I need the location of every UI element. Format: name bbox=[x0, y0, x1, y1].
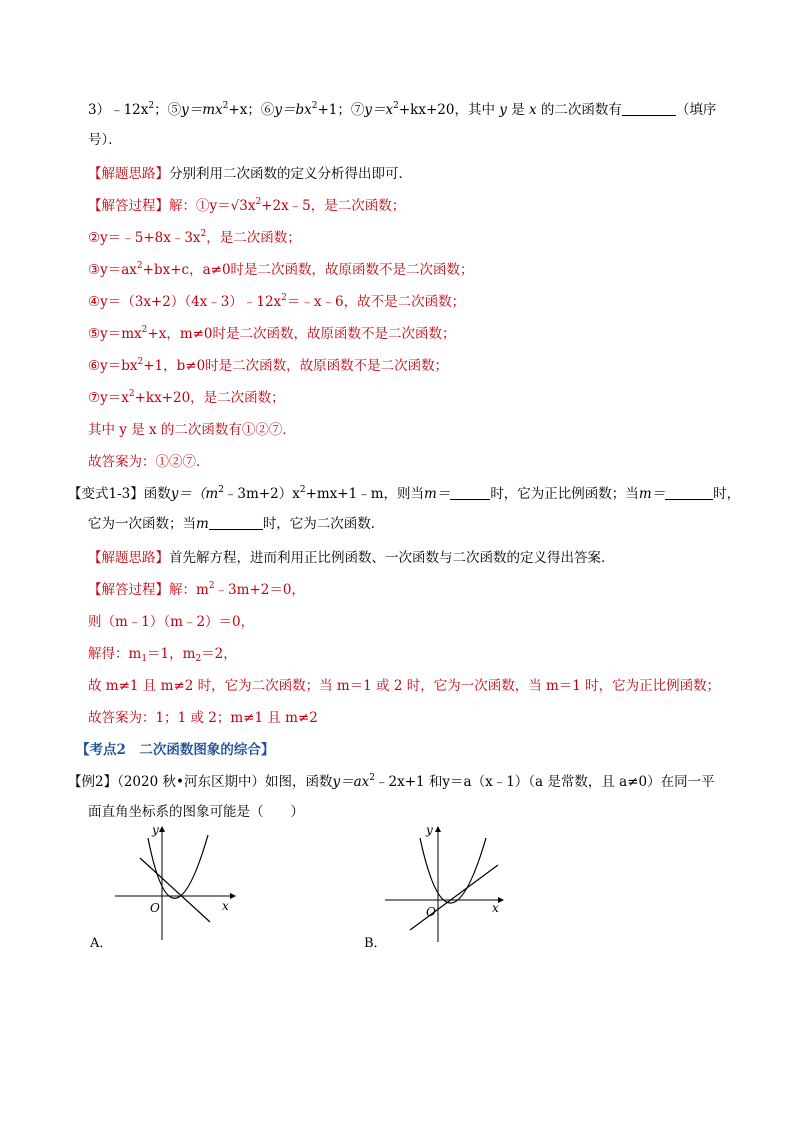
text: ＝2， bbox=[201, 646, 237, 662]
text: 时，它为二次函数． bbox=[262, 516, 385, 532]
y-axis-label: y bbox=[152, 823, 159, 837]
solution-2-idea bbox=[88, 548, 615, 568]
solution-2-answer: 故答案为：1；1 或 2；m≠1 且 m≠2 bbox=[88, 710, 318, 726]
superscript: 2 bbox=[393, 101, 399, 111]
idea-text: 首先解方程，进而利用正比例函数、一次函数与二次函数的定义得出答案． bbox=[169, 550, 615, 566]
superscript: 2 bbox=[218, 485, 224, 495]
answer-blank-3[interactable] bbox=[209, 515, 263, 530]
x-axis-label: x bbox=[222, 899, 229, 913]
solution-step-6 bbox=[88, 356, 448, 376]
text: 它为一次函数；当 bbox=[88, 516, 196, 532]
text: +x，m≠0时是二次函数，故原函数不是二次函数； bbox=[147, 326, 456, 342]
subscript: 1 bbox=[141, 654, 148, 664]
answer-blank-1[interactable] bbox=[450, 485, 490, 500]
example-2-line-1 bbox=[68, 772, 715, 792]
variant-1-3-line-1 bbox=[68, 484, 740, 504]
text: y＝x bbox=[364, 102, 394, 118]
option-a-graph bbox=[110, 820, 240, 945]
y-axis-label: y bbox=[426, 823, 433, 837]
process-tag: 【解答过程】 bbox=[88, 198, 169, 214]
option-b-graph bbox=[380, 820, 510, 945]
text: +kx+20，其中 bbox=[398, 102, 495, 118]
option-b-label[interactable]: B． bbox=[364, 936, 387, 951]
superscript: 2 bbox=[369, 773, 375, 783]
superscript: 2 bbox=[141, 325, 148, 335]
text: ；⑤ bbox=[154, 102, 182, 118]
text: 解得：m bbox=[88, 646, 142, 662]
parabola bbox=[420, 838, 486, 903]
superscript: 2 bbox=[137, 357, 144, 367]
y-axis-arrow bbox=[159, 826, 165, 832]
text: ③y＝ax bbox=[88, 262, 137, 278]
text: +1；⑦ bbox=[317, 102, 365, 118]
text: y＝ax bbox=[332, 774, 370, 790]
text: y＝a（x﹣1）（a 是常数，且 a≠0）在同一平 bbox=[442, 774, 715, 790]
text: ﹣3m+2＝0， bbox=[214, 582, 305, 598]
text: m＝ bbox=[638, 486, 666, 502]
text: 是 bbox=[511, 102, 525, 118]
text: 解：m bbox=[169, 582, 209, 598]
question-tail-line-2: 号）． bbox=[88, 132, 122, 148]
example-tag: 【例2】 bbox=[68, 774, 118, 790]
text: +kx+20，是二次函数； bbox=[134, 390, 285, 406]
text: ﹣3m+2）x bbox=[223, 486, 300, 502]
text: 时， bbox=[713, 486, 741, 502]
text: ＝1，m bbox=[147, 646, 196, 662]
x-axis-label: x bbox=[492, 901, 499, 915]
superscript: 2 bbox=[299, 485, 306, 495]
text: y＝bx bbox=[274, 102, 312, 118]
solution-2-step-4: 故 m≠1 且 m≠2 时，它为二次函数；当 m＝1 或 2 时，它为一次函数，当 m＝1 时，它为正比例函数； bbox=[88, 678, 721, 694]
superscript: 2 bbox=[200, 229, 207, 239]
superscript: 2 bbox=[136, 261, 143, 271]
variant-1-3-line-2 bbox=[88, 514, 384, 534]
variant-tag: 【变式1-3】 bbox=[68, 486, 144, 502]
superscript: 2 bbox=[208, 581, 215, 591]
idea-tag: 【解题思路】 bbox=[88, 166, 169, 182]
solution-step-3 bbox=[88, 260, 474, 280]
question-tail-line-1 bbox=[88, 100, 716, 120]
superscript: 2 bbox=[222, 101, 229, 111]
origin-label: O bbox=[426, 905, 436, 919]
superscript: 2 bbox=[311, 101, 318, 111]
text: （2020 秋•河东区期中）如图，函数 bbox=[117, 774, 333, 790]
text: +bx+c，a≠0时是二次函数，故原函数不是二次函数； bbox=[142, 262, 474, 278]
process-tag: 【解答过程】 bbox=[88, 582, 169, 598]
text: 时，它为正比例函数；当 bbox=[490, 486, 639, 502]
text: ，是二次函数； bbox=[206, 230, 301, 246]
text: m bbox=[196, 516, 209, 532]
text: +1，b≠0时是二次函数，故原函数不是二次函数； bbox=[143, 358, 449, 374]
text: ＝﹣x﹣6，故不是二次函数； bbox=[286, 294, 466, 310]
text: 解：①y＝√3x bbox=[169, 198, 256, 214]
text: y bbox=[499, 102, 507, 118]
superscript: 2 bbox=[128, 389, 135, 399]
text: +mx+1﹣m，则当 bbox=[305, 486, 424, 502]
solution-step-5 bbox=[88, 324, 456, 344]
solution-idea bbox=[88, 164, 412, 184]
parabola bbox=[148, 835, 208, 898]
solution-step-7 bbox=[88, 388, 285, 408]
superscript: 2 bbox=[255, 197, 262, 207]
x-axis-arrow bbox=[230, 893, 236, 899]
superscript: 2 bbox=[148, 101, 155, 111]
text: ②y＝﹣5+8x﹣3x bbox=[88, 230, 201, 246]
solution-process-1 bbox=[88, 196, 405, 216]
x-axis-arrow bbox=[498, 897, 504, 903]
idea-tag: 【解题思路】 bbox=[88, 550, 169, 566]
straight-line bbox=[410, 865, 498, 930]
solution-answer: 故答案为：①②⑦． bbox=[88, 454, 210, 470]
text: ⑤y＝mx bbox=[88, 326, 142, 342]
text: ④y＝（3x+2）（4x﹣3）﹣12x bbox=[88, 294, 282, 310]
solution-step-4 bbox=[88, 292, 465, 312]
origin-label: O bbox=[150, 901, 160, 915]
text: 函数 bbox=[143, 486, 171, 502]
solution-2-step-3 bbox=[88, 644, 237, 664]
text: m＝ bbox=[424, 486, 451, 502]
text: y＝（m bbox=[170, 486, 219, 502]
answer-blank-2[interactable] bbox=[665, 485, 713, 500]
text: +2x﹣5，是二次函数； bbox=[261, 198, 406, 214]
text: 3）﹣12x bbox=[88, 102, 149, 118]
text: ⑦y＝x bbox=[88, 390, 129, 406]
text: 的二次函数有 bbox=[540, 102, 622, 118]
example-2-line-2: 面直角坐标系的图象可能是（ ） bbox=[88, 804, 304, 820]
solution-step-2 bbox=[88, 228, 301, 248]
section-heading: 【考点2 二次函数图象的综合】 bbox=[76, 742, 275, 758]
text: ﹣2x+1 和 bbox=[375, 774, 443, 790]
text: +x；⑥ bbox=[228, 102, 275, 118]
option-a-label[interactable]: A． bbox=[90, 936, 113, 951]
text: （填序 bbox=[675, 102, 717, 118]
text: x bbox=[529, 102, 537, 118]
text: y＝mx bbox=[181, 102, 223, 118]
idea-text: 分别利用二次函数的定义分析得出即可． bbox=[169, 166, 412, 182]
y-axis-arrow bbox=[435, 826, 441, 832]
text: ⑥y＝bx bbox=[88, 358, 138, 374]
subscript: 2 bbox=[195, 654, 202, 664]
answer-blank[interactable] bbox=[622, 101, 676, 116]
solution-2-process-1 bbox=[88, 580, 305, 600]
superscript: 2 bbox=[281, 293, 287, 303]
solution-conclusion: 其中 y 是 x 的二次函数有①②⑦． bbox=[88, 422, 296, 438]
solution-2-step-2: 则（m﹣1）（m﹣2）＝0， bbox=[88, 614, 255, 630]
